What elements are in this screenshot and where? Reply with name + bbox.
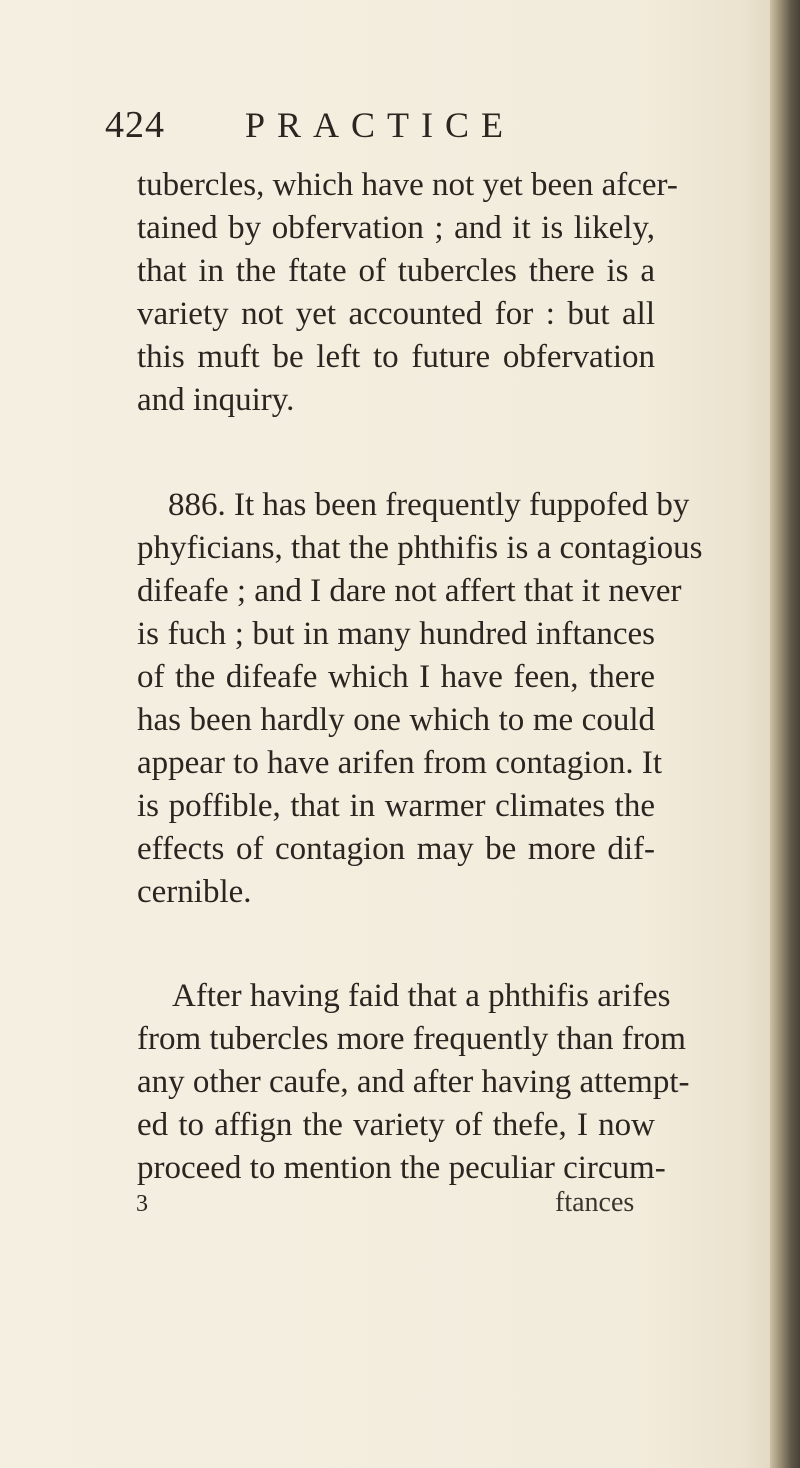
page-number: 424	[105, 104, 165, 146]
running-head: PRACTICE	[245, 105, 516, 145]
text-line: effects of contagion may be more dif-	[137, 831, 655, 867]
text-line: proceed to mention the peculiar circum-	[137, 1150, 666, 1186]
text-line: any other caufe, and after having attempt-	[137, 1064, 690, 1100]
text-line: and inquiry.	[137, 382, 295, 418]
text-line: is poffible, that in warmer climates the	[137, 788, 655, 824]
signature-mark: 3	[136, 1191, 148, 1217]
text-line: cernible.	[137, 874, 252, 910]
text-line: is fuch ; but in many hundred inftances	[137, 616, 655, 652]
text-line: ed to affign the variety of thefe, I now	[137, 1107, 655, 1143]
text-line: difeafe ; and I dare not affert that it never	[137, 573, 682, 609]
text-line: 886. It has been frequently fuppofed by	[168, 487, 690, 523]
text-line: has been hardly one which to me could	[137, 702, 655, 738]
text-line: of the difeafe which I have feen, there	[137, 659, 655, 695]
text-line: from tubercles more frequently than from	[137, 1021, 686, 1057]
text-line: that in the ftate of tubercles there is a	[137, 253, 655, 289]
text-line: this muft be left to future obfervation	[137, 339, 655, 375]
text-line: After having faid that a phthifis arifes	[172, 978, 671, 1014]
text-line: appear to have arifen from contagion. It	[137, 745, 663, 781]
text-line: phyficians, that the phthifis is a contagious	[137, 530, 703, 566]
page-header	[105, 100, 665, 150]
text-line: tained by obfervation ; and it is likely,	[137, 210, 655, 246]
book-binding-edge	[770, 0, 800, 1468]
catchword: ftances	[555, 1187, 635, 1218]
text-line: variety not yet accounted for : but all	[137, 296, 655, 332]
text-line: tubercles, which have not yet been afcer-	[137, 167, 678, 203]
